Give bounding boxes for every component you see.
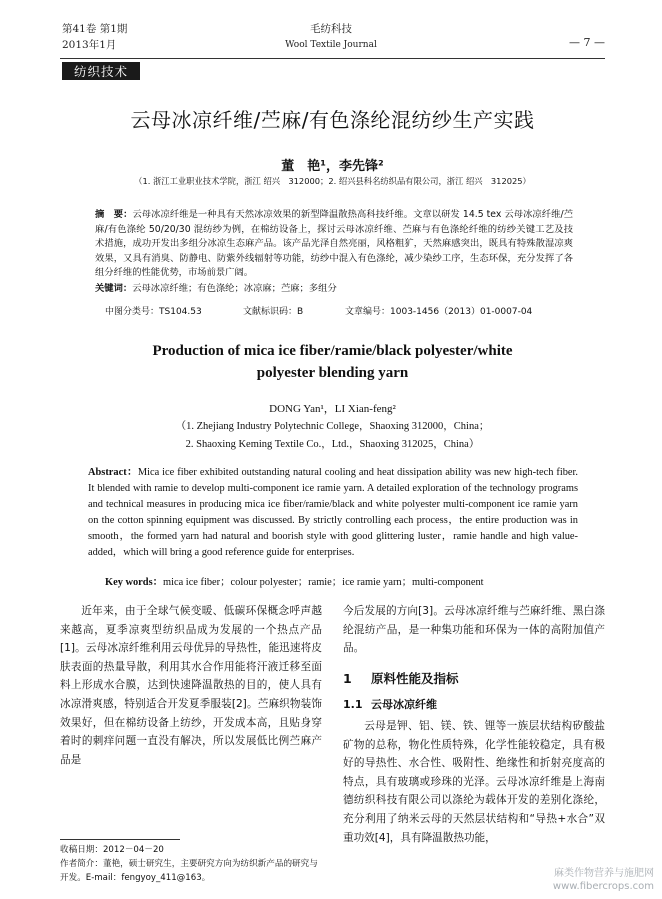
abstract-en [88,465,578,561]
intro-paragraph: 近年来，由于全球气候变暖、低碳环保概念呼声越来越高，夏季凉爽型纺织品成为发展的一个热点产品[1]。云母冰凉纤维利用云母优异的导热性，能迅速将皮肤表面的热量导散，利用其水合作用能将汗液迁移至面料上形成水合膜，达到快速降温散热的目的，使人具有冰凉滑爽感，特别适合开发夏季服装[2]。苎麻织物装饰效果好，但在棉纺设备上纺纱，开发成本高，且贴身穿着时的刺痒问题一直没有解决，所以发展低比例苎麻产品是 [60,605,322,766]
affiliation-en-1: （1. Zhejiang Industry Polytechnic College，Shaoxing 312000，China； [175,421,490,432]
section-1-number: 1 [343,670,352,686]
keywords-zh-text: 云母冰凉纤维；有色涤纶；冰凉麻；苎麻；多组分 [132,282,337,294]
clc-number [105,304,202,317]
title-en-line2: polyester blending yarn [256,365,409,381]
watermark [553,867,654,893]
page-number: — 7 — [569,36,605,49]
affiliation-zh: （1. 浙江工业职业技术学院，浙江 绍兴 312000；2. 绍兴县科名纺织品有限公司，浙江 绍兴 312025） [134,176,531,186]
affiliation-en-2: 2. Shaoxing Keming Textile Co.，Ltd.，Shaoxing 312025，China） [185,439,480,450]
abstract-en-text: Mica ice fiber exhibited outstanding natural cooling and heat dissipation ability was new high-tech fiber. It blended with ramie to develop multi-component ice ramie yarn. A detailed exploration of the technology programs and technical measures in producing mica ice fiber/ramie/black and white polyester multi-component ice ramie yarn on the cotton spinning equipment was discussed. By strictly controlling each process，the entire production was in smooth，the formed yarn had natural and boorish style with good glittering luster，ramie handle and high value-added，which will bring a good reference guide for enterprises. [88,467,579,558]
abstract-zh-text: 云母冰凉纤维是一种具有天然冰凉效果的新型降温散热高科技纤维。文章以研发 14.5 tex 云母冰凉纤维/苎麻/有色涤纶 50/20/30 混纺纱为例，在棉纺设备上，探讨云母冰凉纤维、苎麻与有色涤纶纤维的纺纱关键工艺及技术措施，成功开发出多组分冰凉生态麻产品。该产品光泽自然亮丽，风格粗犷，天然麻感突出，既具有特殊散湿凉爽效果，又具有消臭、防静电、防紫外线辐射等功能，纺纱中混入有色涤纶，减少染纱工序，生态环保，充分发挥了各组分纤维的性能优势，市场前景广阔。 [95,209,573,278]
volume-issue: 第41卷 第1期 [62,23,128,35]
footnote-rule [60,839,180,840]
body-left-column [60,602,322,769]
authors-en: DONG Yan¹，LI Xian-feng² [269,403,396,415]
doc-value: B [297,307,304,317]
section-tag: 纺织技术 [62,62,140,80]
abstract-zh [95,208,573,296]
clc-label: 中图分类号： [105,307,160,317]
article-label: 文章编号： [345,307,391,317]
section-heading-1-1 [343,696,605,715]
title-en [60,340,605,384]
keywords-en-label: Key words： [105,577,164,588]
doc-label: 文献标识码： [243,307,298,317]
authors-zh: 董 艳¹，李先锋² [281,159,384,174]
keywords-en [105,573,585,588]
header-rule [60,58,605,59]
watermark-url: www.fibercrops.com [552,881,654,892]
body-right-column [343,602,605,847]
journal-name-en: Wool Textile Journal [285,40,377,50]
article-number [345,304,532,317]
keywords-zh-label: 关键词： [95,282,133,294]
title-en-line1: Production of mica ice fiber/ramie/black polyester/white [152,343,513,359]
article-value: 1003-1456（2013）01-0007-04 [390,307,533,317]
section-1-1-number: 1.1 [343,698,363,712]
title-zh: 云母冰凉纤维/苎麻/有色涤纶混纺纱生产实践 [130,108,535,132]
author-bio: 作者简介：董艳，硕士研究生，主要研究方向为纺织新产品的研究与开发。E-mail：fengyoy_411@163。 [60,859,318,883]
journal-name-zh: 毛纺科技 [310,23,352,35]
document-code [243,304,303,317]
issue-date: 2013年1月 [62,39,117,51]
footnote [60,843,325,885]
keywords-en-text: mica ice fiber；colour polyester；ramie；ice ramie yarn；multi-component [163,577,484,588]
section-1-1-title: 云母冰凉纤维 [371,698,437,712]
abstract-en-label: Abstract： [88,467,138,478]
clc-value: TS104.53 [159,307,202,317]
received-date: 收稿日期：2012－04－20 [60,845,164,855]
section-heading-1 [343,670,605,689]
section-1-title: 原料性能及指标 [371,670,459,686]
keywords-zh [95,282,573,297]
watermark-site-name: 麻类作物营养与施肥网 [554,868,654,879]
mica-paragraph: 云母是钾、铝、镁、铁、锂等一族层状结构矽酸盐矿物的总称，物化性质特殊，化学性能较稳定，具有极好的导热性、水合性、吸附性、绝缘性和折射亮度高的特点，具有玻璃或珍珠的光泽。云母冰凉纤维是上海南德纺织科技有限公司以涤纶为载体开发的差别化涤纶，充分利用了纳米云母的天然层状结构和“导热+水合”双重功效[4]，具有降温散热功能， [343,719,605,844]
abstract-zh-label: 摘 要： [95,209,133,220]
intro-paragraph-continued: 今后发展的方向[3]。云母冰凉纤维与苎麻纤维、黑白涤纶混纺产品，是一种集功能和环保为一体的高附加值产品。 [343,605,605,655]
